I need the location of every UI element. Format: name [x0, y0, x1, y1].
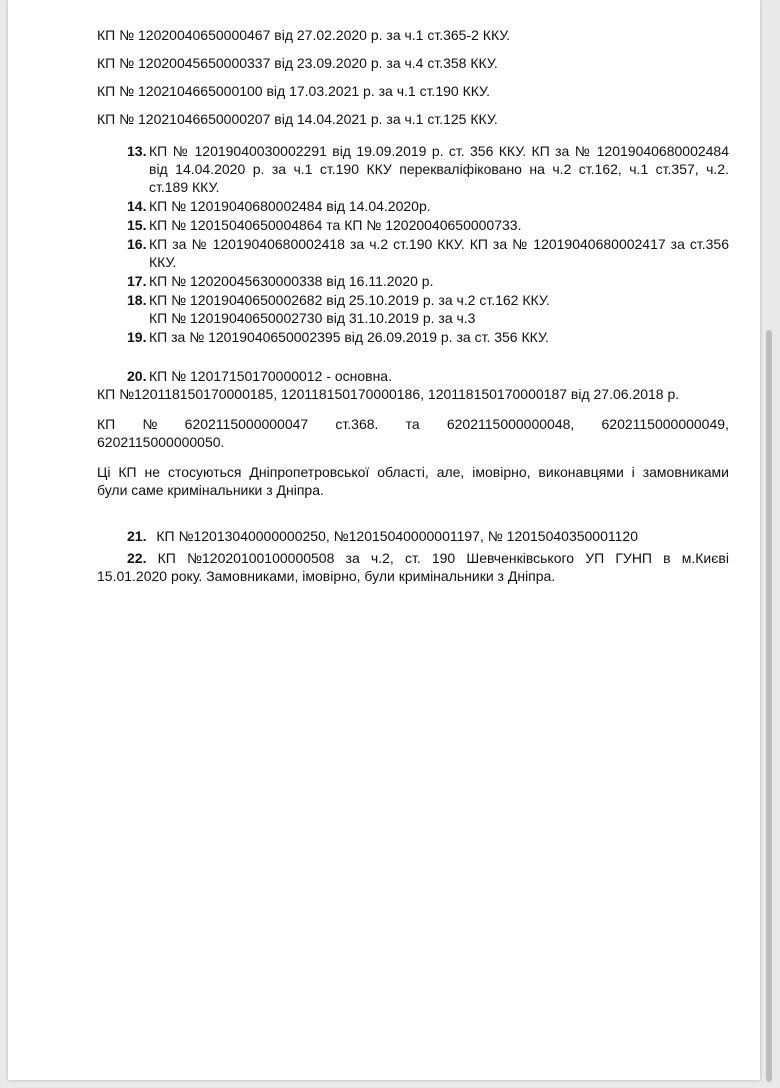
paragraph-line: були саме кримінальники з Дніпра. [97, 482, 324, 498]
case-line: КП № 1202104665000100 від 17.03.2021 р. за ч.1 ст.190 ККУ. [97, 83, 490, 99]
word: ст.368. [335, 416, 379, 432]
list-number: 13. [127, 143, 147, 159]
list-number: 22. [127, 550, 147, 566]
item-line: КП № 12019040030002291 від 19.09.2019 р. ст. 356 ККУ. КП за № 12019040680002484 [149, 143, 729, 159]
list-item-13 [97, 142, 729, 196]
item-line: КП № 12019040680002484 від 14.04.2020р. [149, 198, 431, 214]
word: 6202115000000049, [601, 416, 729, 432]
list-number: 15. [127, 217, 147, 233]
list-number: 20. [127, 368, 147, 384]
word: м.Києві [681, 550, 729, 566]
list-item-15 [97, 216, 729, 234]
word: УП [585, 550, 605, 566]
list-item-20 [97, 367, 729, 385]
word: в [663, 550, 671, 566]
document-content [97, 26, 729, 585]
list-number: 21. [127, 528, 147, 544]
list-item-19 [97, 328, 729, 346]
list-number: 14. [127, 198, 147, 214]
list-item-14 [97, 197, 729, 215]
list-item-17 [97, 272, 729, 290]
list-number: 19. [127, 329, 147, 345]
list-number: 16. [127, 236, 147, 252]
word: 6202115000000047 [184, 416, 309, 432]
word: та [405, 416, 420, 432]
item-line: ККУ. [149, 254, 177, 270]
word: ГУНП [615, 550, 652, 566]
case-line: КП № 12020045650000337 від 23.09.2020 р. за ч.4 ст.358 ККУ. [97, 55, 498, 71]
case-line: 6202115000000050. [97, 434, 225, 450]
list-number: 17. [127, 273, 147, 289]
paragraph-line: Ці КП не стосуються Дніпропетровської області, але, імовірно, виконавцями і замовниками [97, 464, 729, 480]
case-line: КП № 12021046650000207 від 14.04.2021 р. за ч.1 ст.125 ККУ. [97, 111, 498, 127]
item-line: 15.01.2020 року. Замовниками, імовірно, були кримінальники з Дніпра. [97, 568, 556, 584]
word: ст. [404, 550, 421, 566]
item-line-justified [127, 549, 729, 567]
item-line: КП №12013040000000250, №12015040000001197, № 12015040350001120 [156, 528, 638, 544]
word: №12020100100000508 [187, 550, 335, 566]
word: Шевченківського [466, 550, 575, 566]
item-line: КП № 12019040650002682 від 25.10.2019 р. за ч.2 ст.162 ККУ. [149, 292, 550, 308]
case-line: КП №120118150170000185, 120118150170000186, 120118150170000187 від 27.06.2018 р. [97, 386, 680, 402]
scrollbar[interactable] [766, 330, 772, 1082]
list-item-22 [97, 549, 729, 567]
case-line-justified [97, 415, 729, 433]
item-line: КП № 12019040650002730 від 31.10.2019 р. за ч.3 [149, 310, 476, 326]
list-item-18 [97, 291, 729, 327]
word: КП [97, 416, 116, 432]
list-item-21 [97, 527, 729, 545]
list-number: 18. [127, 292, 147, 308]
item-line: ст.189 ККУ. [149, 179, 220, 195]
item-line: від 14.04.2020 р. за ч.1 ст.190 ККУ перекваліфіковано на ч.2 ст.162, ч.1 ст.357, ч.2. [149, 161, 729, 177]
item-line: КП за № 12019040680002418 за ч.2 ст.190 ККУ. КП за № 12019040680002417 за ст.356 [149, 236, 729, 252]
word: ч.2, [370, 550, 394, 566]
case-line: КП № 12020040650000467 від 27.02.2020 р. за ч.1 ст.365-2 ККУ. [97, 27, 511, 43]
item-line: КП за № 12019040650002395 від 26.09.2019 р. за ст. 356 ККУ. [149, 329, 549, 345]
word: 6202115000000048, [446, 416, 575, 432]
item-line: КП № 12017150170000012 - основна. [149, 368, 392, 384]
word: за [345, 550, 360, 566]
word: № [142, 416, 158, 432]
list-item-16 [97, 235, 729, 271]
word: 190 [431, 550, 456, 566]
item-line: КП № 12015040650004864 та КП № 12020040650000733. [149, 217, 522, 233]
item-line: КП № 12020045630000338 від 16.11.2020 р. [149, 273, 434, 289]
document-page [8, 0, 760, 1080]
word: КП [157, 550, 176, 566]
